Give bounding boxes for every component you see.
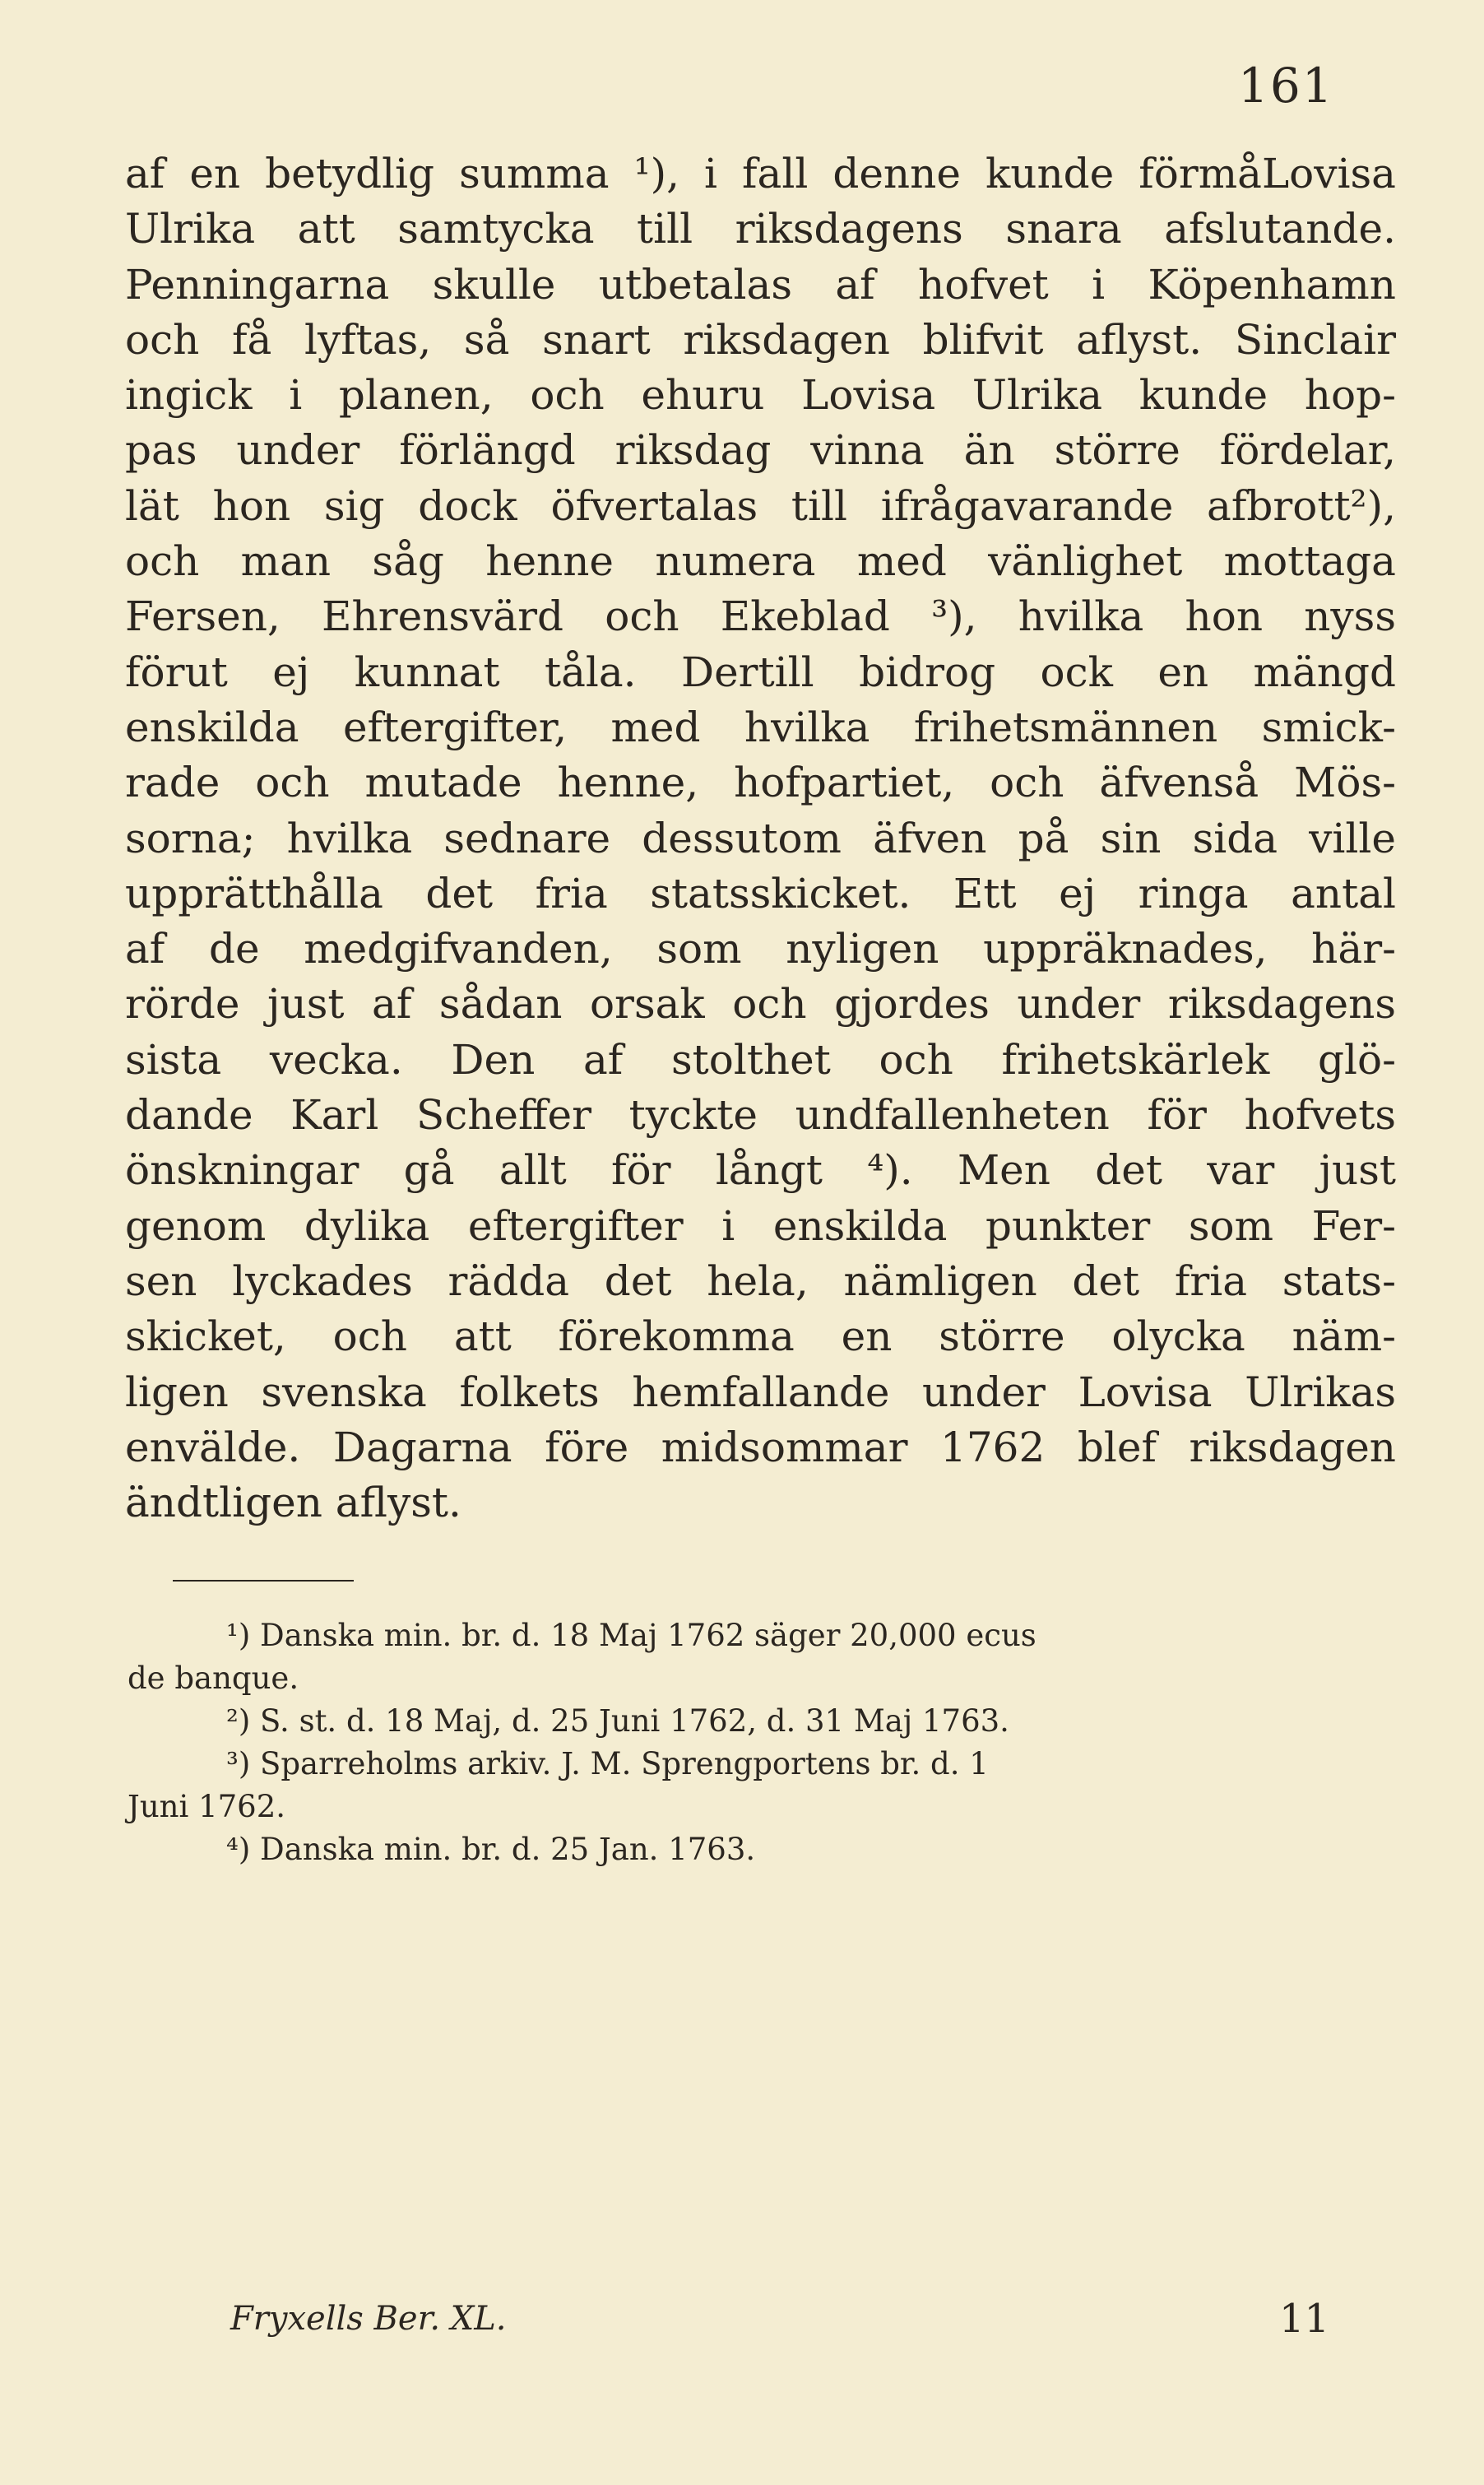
text-line: sen lyckades rädda det hela, nämligen det fria stats- [125,1256,1396,1305]
text-line: sorna; hvilka sednare dessutom äfven på sin sida ville [125,814,1396,862]
text-line: af en betydlig summa ¹), i fall denne kunde förmåLovisa [125,150,1396,197]
text-line: förut ej kunnat tåla. Dertill bidrog ock en mängd [125,648,1396,696]
text-line: ingick i planen, och ehuru Lovisa Ulrika kunde hop- [125,371,1396,420]
text-line: upprätthålla det fria statsskicket. Ett ej ringa antal [125,869,1396,917]
text-line: rade och mutade henne, hofpartiet, och äfvenså Mös- [125,759,1396,807]
text-line: pas under förlängd riksdag vinna än större fördelar, [125,426,1396,475]
text-line: Ulrika att samtycka till riksdagens snara afslutande. [125,205,1396,253]
text-line: ändtligen aflyst. [125,1479,461,1527]
signature-mark: Fryxells Ber. XL. [230,2300,507,2338]
text-line: rörde just af sådan orsak och gjordes under riksdagens [125,980,1396,1029]
text-line: envälde. Dagarna före midsommar 1762 blef riksdagen [125,1423,1396,1471]
signature-number: 11 [1279,2296,1330,2342]
text-line: af de medgifvanden, som nyligen uppräknades, här- [125,925,1396,973]
text-line: Penningarna skulle utbetalas af hofvet i Köpenhamn [125,260,1396,309]
footnote-line: Juni 1762. [128,1789,286,1824]
text-line: och få lyftas, så snart riksdagen blifvit aflyst. Sinclair [125,315,1396,364]
footnote-line: ²) S. st. d. 18 Maj, d. 25 Juni 1762, d. 31 Maj 1763. [226,1703,1009,1739]
footnote-line: ⁴) Danska min. br. d. 25 Jan. 1763. [226,1832,756,1867]
text-line: genom dylika eftergifter i enskilda punkter som Fer- [125,1201,1396,1250]
text-line: lät hon sig dock öfvertalas till ifrågavarande afbrott²), [125,481,1396,530]
footnote-line: de banque. [128,1661,299,1696]
text-line: skicket, och att förekomma en större olycka näm- [125,1312,1396,1361]
page-number: 161 [1238,58,1334,114]
footnotes [128,1614,1398,1871]
footnote-line: ¹) Danska min. br. d. 18 Maj 1762 säger 20,000 ecus [226,1618,1036,1653]
text-line: enskilda eftergifter, med hvilka frihetsmännen smick- [125,703,1396,751]
text-line: ligen svenska folkets hemfallande under Lovisa Ulrikas [125,1368,1396,1416]
body-text [125,146,1396,1530]
footnote-line: ³) Sparreholms arkiv. J. M. Sprengportens br. d. 1 [226,1746,989,1781]
text-line: sista vecka. Den af stolthet och frihetskärlek glö- [125,1035,1396,1084]
text-line: och man såg henne numera med vänlighet mottaga [125,537,1396,586]
text-line: dande Karl Scheffer tyckte undfallenheten för hofvets [125,1091,1396,1140]
text-line: Fersen, Ehrensvärd och Ekeblad ³), hvilka hon nyss [125,592,1396,641]
text-line: önskningar gå allt för långt ⁴). Men det var just [125,1146,1396,1195]
footnote-divider [173,1580,354,1582]
